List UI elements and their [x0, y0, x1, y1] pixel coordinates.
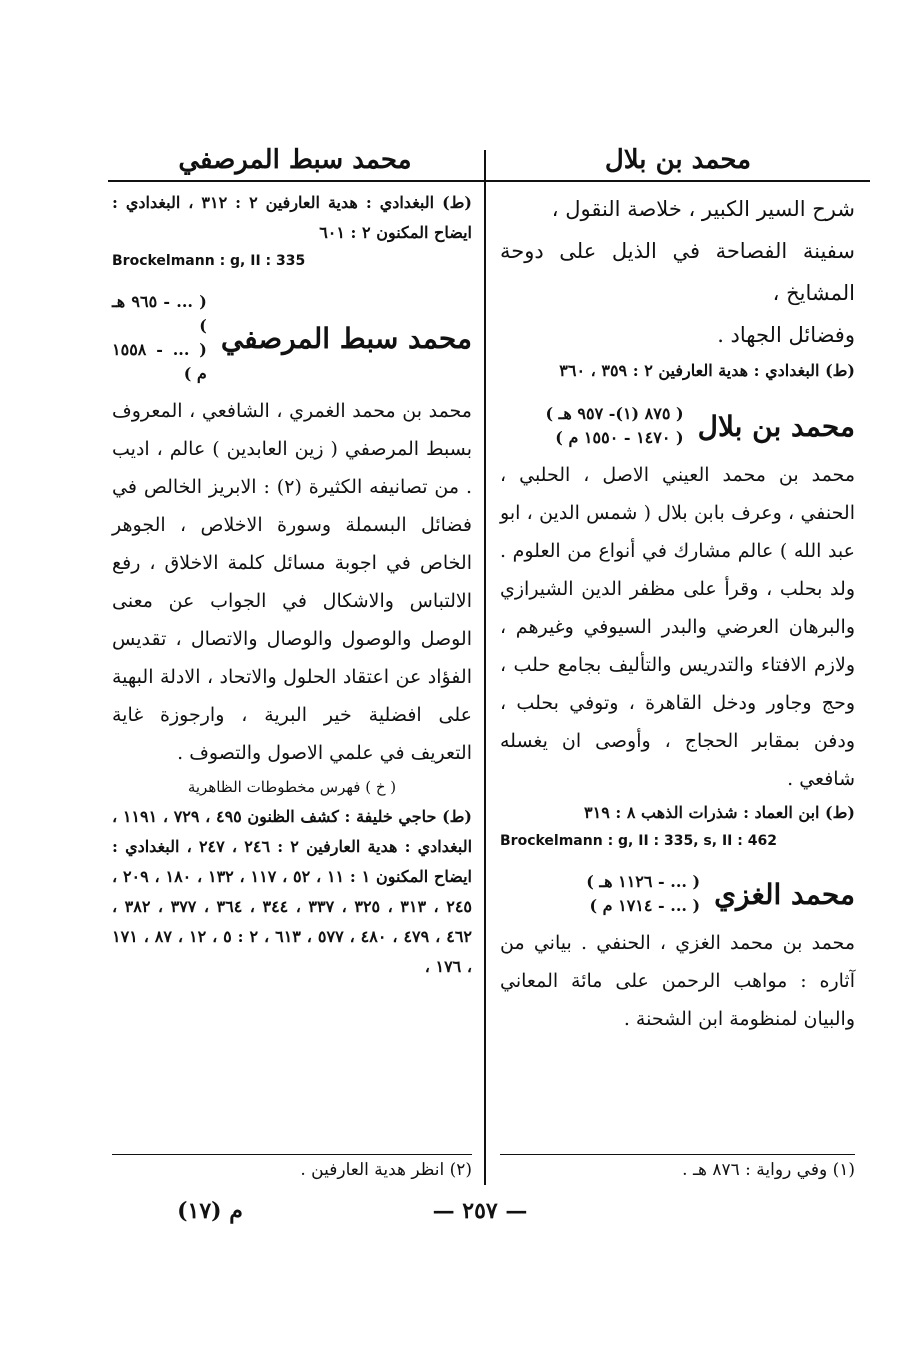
- entry-body: محمد بن محمد الغزي ، الحنفي . بياني من آثاره : مواهب الرحمن على مائة المعاني والبيان لمنظومة ابن الشحنة .: [500, 932, 855, 1030]
- entry-dates: [586, 870, 700, 918]
- page-number: — ٢٥٧ —: [432, 1198, 528, 1224]
- entry-name: محمد سبط المرصفي: [220, 321, 472, 355]
- dates-gregorian: ( ... - ١٥٥٨ م ): [112, 340, 207, 383]
- footnote-left: (٢) انظر هدية العارفين .: [300, 1160, 472, 1180]
- column-divider: [484, 150, 486, 1185]
- left-column: [112, 188, 472, 982]
- intro-reference-latin: Brockelmann : g, II : 335: [112, 253, 306, 269]
- dates-hijri: ( ٨٧٥ (١)- ٩٥٧ هـ ): [545, 404, 684, 423]
- manuscript-source: ( خ ) فهرس مخطوطات الظاهرية: [187, 778, 397, 796]
- entry-body: محمد بن محمد العيني الاصل ، الحلبي ، الحنفي ، وعرف بابن بلال ( شمس الدين ، ابو عبد الله ) عالم مشارك في أنواع من العلوم . ولد بحلب ، وقرأ على مظفر الدين الشيرازي والبرهان العرضي والبدر السيوفي وغيرهم ، ولازم الافتاء والتدريس والتأليف بجامع حلب ، وحج وجاور ودخل القاهرة ، وتوفي بحلب ، ودفن بمقابر الحجاج ، وأوصى ان يغسله شافعي .: [500, 464, 855, 790]
- footnote-rule-right: [500, 1154, 855, 1155]
- entry-heading: [500, 402, 855, 450]
- left-column-title: محمد سبط المرصفي: [178, 145, 412, 175]
- entry-heading: [500, 870, 855, 918]
- dates-gregorian: ( ١٤٧٠ - ١٥٥٠ م ): [555, 428, 684, 447]
- intro-line: وفضائل الجهاد .: [717, 323, 855, 347]
- entry-dates: [546, 402, 684, 450]
- header-rule: [108, 180, 870, 182]
- entry-reference: (ط) ابن العماد : شذرات الذهب ٨ : ٣١٩: [584, 803, 855, 822]
- entry-reference-latin: Brockelmann : g, II : 335, s, II : 462: [500, 833, 777, 849]
- right-column-title: محمد بن بلال: [604, 145, 752, 175]
- dates-gregorian: ( ... - ١٧١٤ م ): [589, 896, 701, 915]
- entry-body: محمد بن محمد الغمري ، الشافعي ، المعروف بسبط المرصفي ( زين العابدين ) عالم ، اديب . من تصانيفه الكثيرة (٢) : الابريز الخالص في فضائل البسملة وسورة الاخلاص ، الجوهر الخاص في اجوبة مسائل كلمة الاخلاق ، رفع الالتباس والاشكال في الجواب عن معنى الوصل والوصول والوصال والاتصال ، تقديس الفؤاد عن اعتقاد الحلول والاتحاد ، الادلة البهية على افضلية خير البرية ، وارجوزة غاية التعريف في علمي الاصول والتصوف .: [112, 400, 472, 764]
- intro-reference: (ط) البغدادي : هدية العارفين ٢ : ٣١٢ ، البغدادي : ايضاح المكنون ٢ : ٦٠١: [112, 193, 472, 242]
- intro-line: شرح السير الكبير ، خلاصة النقول ،: [551, 197, 855, 221]
- dates-hijri: ( ... - ١١٢٦ هـ ): [586, 872, 701, 891]
- intro-line: سفينة الفصاحة في الذيل على دوحة المشايخ ،: [500, 239, 855, 305]
- signature-mark: م (١٧): [177, 1198, 243, 1224]
- intro-reference: (ط) البغدادي : هدية العارفين ٢ : ٣٥٩ ، ٣٦٠: [559, 361, 855, 380]
- entry-name: محمد بن بلال: [697, 409, 855, 443]
- entry-name: محمد الغزي: [714, 877, 855, 911]
- footnote-right: (١) وفي رواية : ٨٧٦ هـ .: [682, 1160, 855, 1180]
- footnote-rule-left: [112, 1154, 472, 1155]
- right-column: [500, 188, 855, 1038]
- dates-hijri: ( ... - ٩٦٥ هـ ): [112, 292, 207, 335]
- entry-reference: (ط) حاجي خليفة : كشف الظنون ٤٩٥ ، ٧٢٩ ، ١١٩١ ، البغدادي : هدية العارفين ٢ : ٢٤٦ ، ٢٤٧ ، البغدادي : ايضاح المكنون ١ : ١١ ، ٥٢ ، ١١٧ ، ١٣٢ ، ١٨٠ ، ٢٠٩ ، ٢٤٥ ، ٣١٣ ، ٣٢٥ ، ٣٣٧ ، ٣٤٤ ، ٣٦٤ ، ٣٧٧ ، ٣٨٢ ، ٤٦٢ ، ٤٧٩ ، ٤٨٠ ، ٥٧٧ ، ٦١٣ ، ٢ : ٥ ، ١٢ ، ٨٧ ، ١٧١ ، ١٧٦ ،: [112, 807, 473, 976]
- entry-dates: [112, 290, 207, 386]
- entry-heading: [112, 290, 472, 386]
